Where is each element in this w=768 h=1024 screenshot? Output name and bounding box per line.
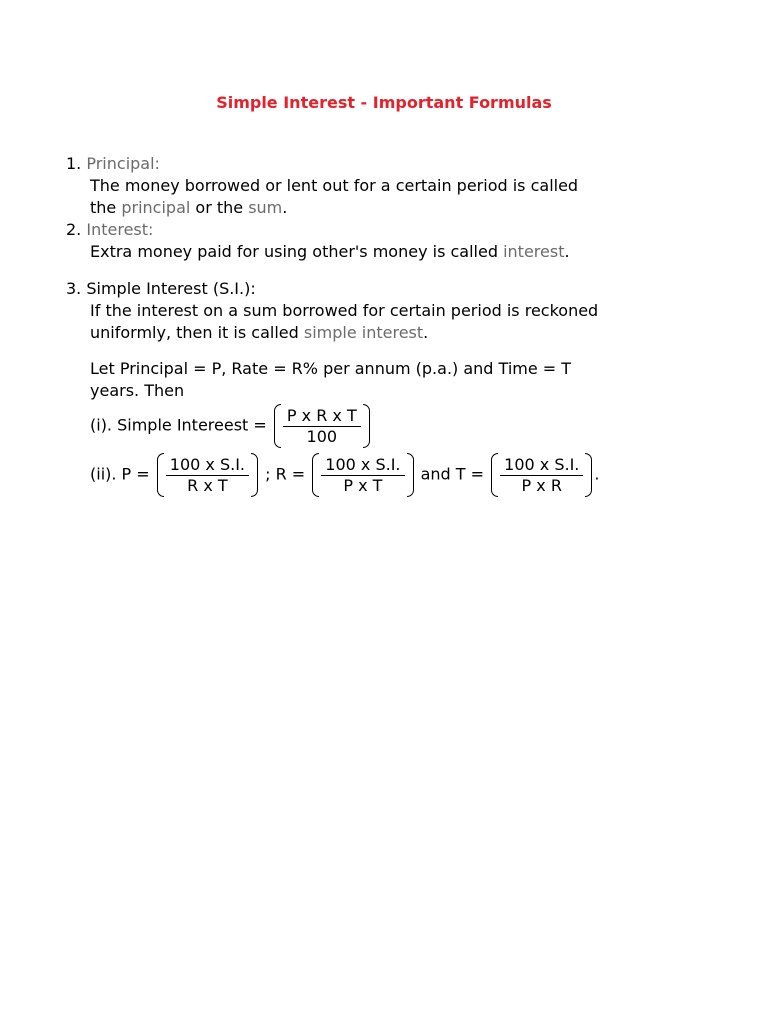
separator: and T = (415, 464, 490, 484)
left-paren (491, 453, 498, 497)
item-description: The money borrowed or lent out for a certain period is called (90, 176, 579, 195)
item-description-line2 (90, 322, 428, 344)
text-fragment: uniformly, then it is called (90, 323, 304, 342)
fraction-body (164, 455, 251, 496)
fraction-numerator: 100 x S.I. (325, 454, 401, 474)
text-fragment: . (282, 198, 288, 217)
text-fragment: or the (190, 198, 249, 217)
list-item-interest (66, 219, 153, 241)
highlight-interest: interest (503, 242, 565, 261)
item-heading: Interest: (86, 220, 154, 239)
highlight-sum: sum (248, 198, 283, 217)
fraction-body (281, 406, 363, 447)
list-item-principal (66, 153, 160, 175)
text-fragment: Extra money paid for using other's money is called (90, 242, 504, 261)
formula-label: (i). Simple Intereest = (90, 415, 272, 435)
fraction-denominator: 100 (306, 426, 338, 446)
formula-simple-interest (90, 404, 372, 448)
page-title: Simple Interest - Important Formulas (216, 93, 552, 112)
left-paren (274, 404, 281, 448)
fraction-numerator: P x R x T (286, 405, 357, 425)
fraction-denominator: P x R (521, 475, 562, 495)
formula-end: . (594, 464, 600, 484)
let-statement: Let Principal = P, Rate = R% per annum (p.a.) and Time = T (90, 359, 572, 378)
text-fragment: the (90, 198, 122, 217)
item-description (90, 241, 570, 263)
text-fragment: . (564, 242, 570, 261)
item-heading: Simple Interest (S.I.): (86, 279, 256, 298)
formula-p-r-t (90, 453, 599, 497)
item-number: 2. (66, 220, 82, 239)
text-fragment: . (423, 323, 429, 342)
separator: ; R = (260, 464, 311, 484)
item-description: If the interest on a sum borrowed for certain period is reckoned (90, 301, 599, 320)
highlight-simple-interest: simple interest (303, 323, 424, 342)
right-paren (407, 453, 414, 497)
item-heading: Principal: (86, 154, 160, 173)
fraction-t (491, 453, 592, 497)
item-description-line2 (90, 197, 287, 219)
fraction-numerator: 100 x S.I. (504, 454, 580, 474)
item-number: 3. (66, 279, 82, 298)
fraction-body (319, 455, 406, 496)
right-paren (251, 453, 258, 497)
right-paren (363, 404, 370, 448)
fraction-body (498, 455, 585, 496)
fraction-denominator: R x T (187, 475, 228, 495)
item-number: 1. (66, 154, 82, 173)
left-paren (312, 453, 319, 497)
fraction-p (157, 453, 258, 497)
fraction-numerator: 100 x S.I. (169, 454, 246, 474)
list-item-simple-interest (66, 278, 256, 300)
right-paren (585, 453, 592, 497)
fraction (274, 404, 370, 448)
fraction-denominator: P x T (343, 475, 383, 495)
highlight-principal: principal (121, 198, 191, 217)
fraction-r (312, 453, 413, 497)
formula-label: (ii). P = (90, 464, 155, 484)
left-paren (157, 453, 164, 497)
let-statement-line2: years. Then (90, 381, 185, 400)
